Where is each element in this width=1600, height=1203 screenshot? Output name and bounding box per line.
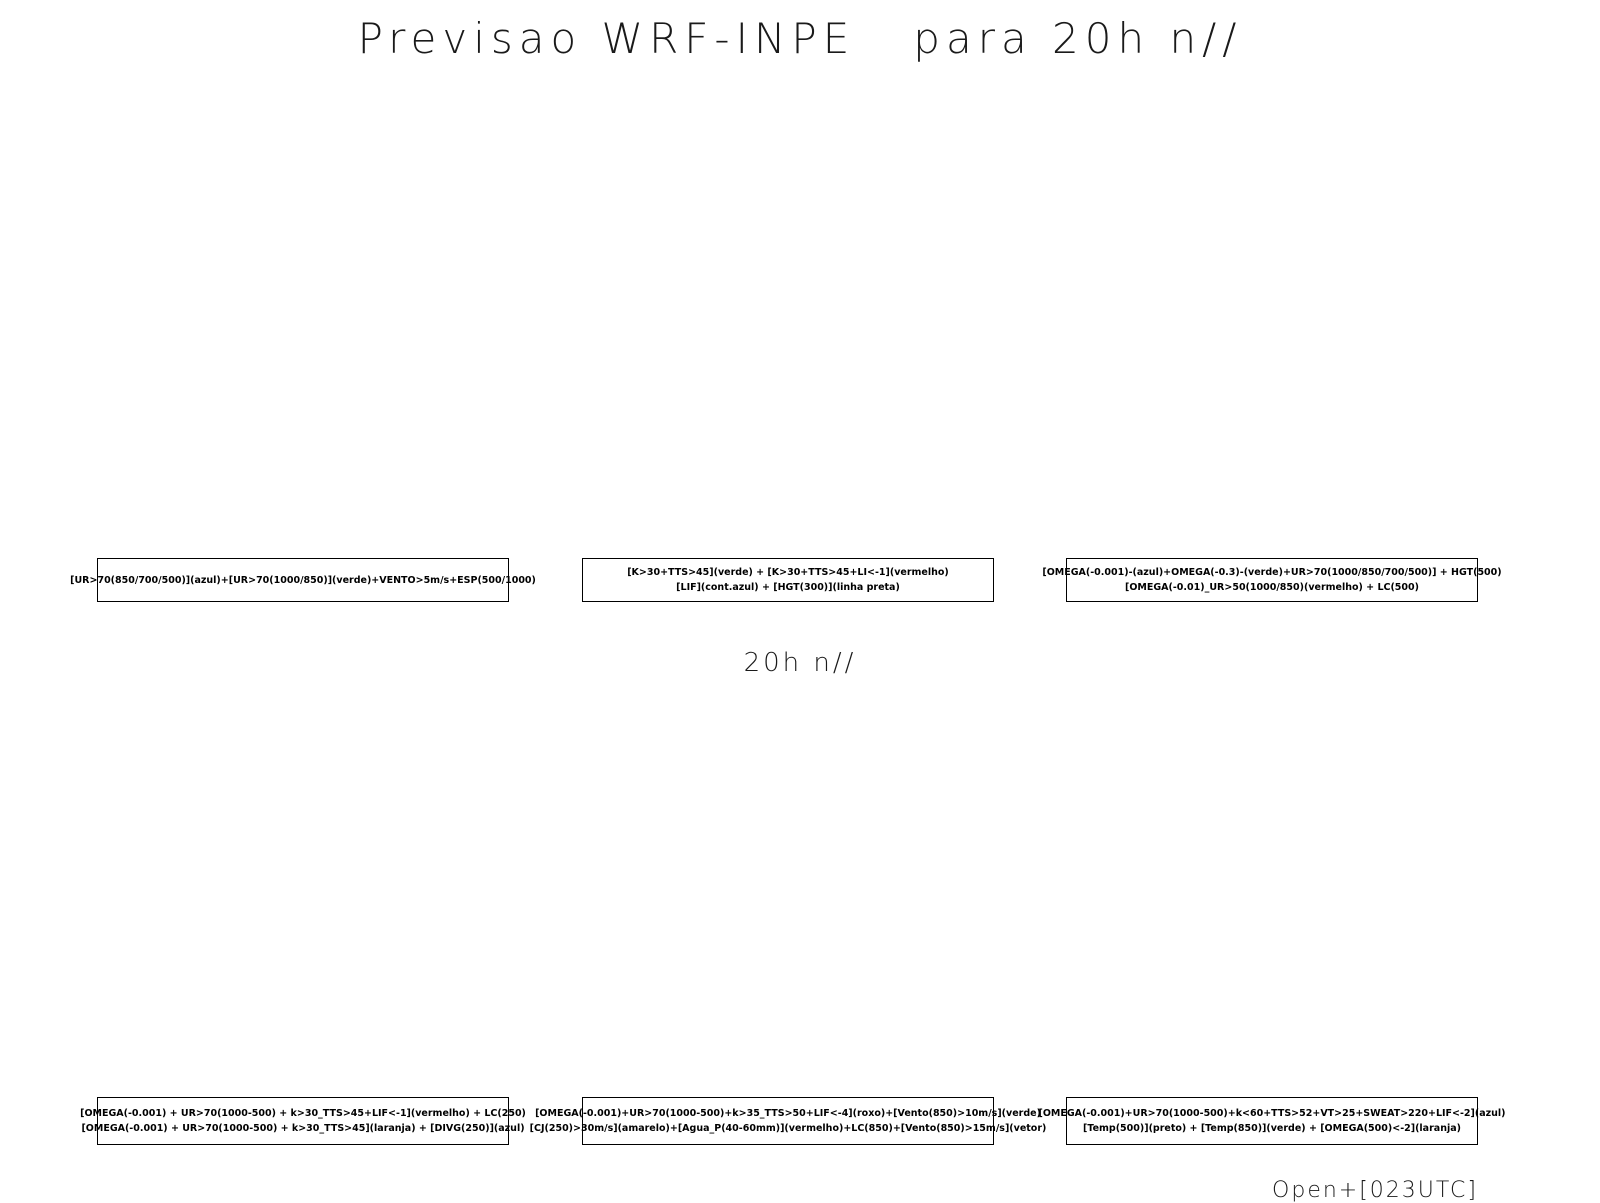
map-panel-top-center: [582, 110, 994, 550]
legend-top-right: [1042, 558, 1502, 602]
legend-line: [LIF](cont.azul) + [HGT(300)](linha preta): [676, 582, 900, 593]
legend-bottom-right: [1038, 1097, 1506, 1145]
legend-top-center: [582, 558, 994, 602]
legend-line: [OMEGA(-0.001) + UR>70(1000-500) + k>30_TTS>45](laranja) + [DIVG(250)](azul): [81, 1123, 525, 1134]
legend-line: [OMEGA(-0.001)-(azul)+OMEGA(-0.3)-(verde)+UR>70(1000/850/700/500)] + HGT(500): [1042, 567, 1502, 578]
legend-line: [OMEGA(-0.001)+UR>70(1000-500)+k<60+TTS>52+VT>25+SWEAT>220+LIF<-2](azul): [1038, 1108, 1506, 1119]
map-panel-bottom-center: [582, 680, 994, 1080]
legend-line: [OMEGA(-0.001) + UR>70(1000-500) + k>30_TTS>45+LIF<-1](vermelho) + LC(250): [80, 1108, 526, 1119]
legend-line: [OMEGA(-0.001)+UR>70(1000-500)+k>35_TTS>50+LIF<-4](roxo)+[Vento(850)>10m/s](verde): [535, 1108, 1041, 1119]
map-panel-bottom-right: [1066, 680, 1478, 1080]
legend-line: [OMEGA(-0.01)_UR>50(1000/850)(vermelho) + LC(500): [1125, 582, 1419, 593]
legend-line: [CJ(250)>30m/s](amarelo)+[Agua_P(40-60mm)](vermelho)+LC(850)+[Vento(850)>15m/s](vetor): [529, 1123, 1047, 1134]
legend-line: [K>30+TTS>45](verde) + [K>30+TTS>45+LI<-1](vermelho): [627, 567, 949, 578]
map-panel-top-right: [1066, 110, 1478, 550]
legend-top-left: [70, 558, 536, 602]
page-title: Previsao WRF-INPE para 20h n//: [357, 14, 1243, 63]
legend-line: [UR>70(850/700/500)](azul)+[UR>70(1000/850)](verde)+VENTO>5m/s+ESP(500/1000): [70, 574, 536, 586]
footer-time-label: Open+[023UTC]: [1272, 1178, 1478, 1203]
map-panel-top-left: [97, 110, 509, 550]
legend-bottom-center: [529, 1097, 1047, 1145]
middle-time-label: 20h n//: [743, 648, 857, 678]
legend-line: [Temp(500)](preto) + [Temp(850)](verde) + [OMEGA(500)<-2](laranja): [1083, 1123, 1461, 1134]
map-panel-bottom-left: [97, 680, 509, 1080]
legend-bottom-left: [80, 1097, 526, 1145]
